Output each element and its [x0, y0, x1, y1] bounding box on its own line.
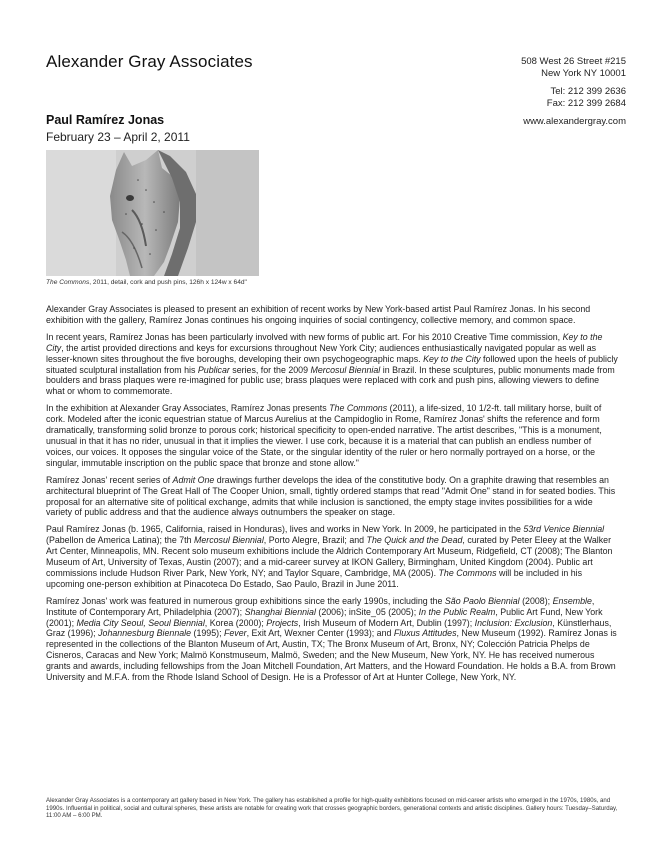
press-release-body: [46, 304, 618, 689]
italic-title: Publicar: [197, 364, 230, 375]
italic-title: Mercosul Biennial: [310, 364, 381, 375]
text-run: drawings further develops the idea of the constitutive body. On a graphite drawing that resembles an architectural blueprint of The Great Hall of The Cooper Union, small, tightly ordered stamps that read "Admit One" stand in for seated bodies. This proposal for an alternative site of political exchange, admits that while inclusion is sanctioned, the empty stage invites possibilities for a wide variety of public address and that the audience always outnumbers the speaker on stage.: [46, 474, 616, 518]
italic-title: Fluxus Attitudes: [393, 628, 457, 639]
text-run: , the artist provided directions and keys for excursions throughout New York City; audiences enthusiastically navigated popular as well as lesser-known sites throughout the five boroughs, developing their own psychogeographic maps.: [46, 342, 597, 364]
horse-head-image: [46, 150, 259, 276]
text-run: , Public Art Fund, New York (2001);: [46, 606, 603, 628]
italic-title: Media City Seoul, Seoul Biennial: [76, 617, 205, 628]
gallery-description-footer: Alexander Gray Associates is a contemporary art gallery based in New York. The gallery has established a profile for high-quality exhibitions focused on mid-career artists who emerged in the 1970s, 1980s, and 1990s. Influential in political, social and cultural spheres, these artists are notable for creating work that crosses geographic borders, generational contexts and artistic disciplines. Gallery hours: Tuesday–Saturday, 11:00 AM – 6:00 PM.: [46, 797, 618, 820]
artist-name: Paul Ramírez Jonas: [46, 113, 165, 127]
italic-title: Key to the City: [46, 331, 603, 353]
italic-title: Ensemble: [552, 595, 592, 606]
fax: Fax: 212 399 2684: [546, 97, 626, 109]
caption-details: , 2011, detail, cork and push pins, 126h x 124w x 64d": [89, 279, 247, 286]
italic-title: Key to the City: [423, 353, 481, 364]
body-paragraph: [46, 524, 618, 589]
italic-title: Mercosul Biennial: [193, 535, 264, 546]
text-run: (2011), a life-sized, 10 1/2-ft. tall military horse, built of cork. Modeled after the iconic equestrian statue of Marcus Aurelius at the Campidoglio in Rome, Ramírez Jonas' shifts the reference and form dramatically, transforming solid bronze to porous cork; historical specificity to open-ended narrative. The artist describes, "This is a monument, unusual in that it has no rider, unusual in that it implies the viewer. I use cork, because it is a material that can publish an endless number of voices, our voices. It opposes the singular voice of the State, or the singular identity of the ruler or hero normally portrayed on a horse, or the singular, immutable inscription on the public space that bronze and stone allow.": [46, 403, 602, 468]
body-paragraph: [46, 332, 618, 397]
address-line-2: New York NY 10001: [541, 67, 626, 79]
italic-title: Inclusion: Exclusion: [474, 617, 553, 628]
caption-title: The Commons: [46, 279, 90, 286]
text-run: , Exit Art, Wexner Center (1993); and: [246, 628, 394, 639]
body-paragraph: [46, 403, 618, 468]
text-run: Ramírez Jonas' work was featured in numerous group exhibitions since the early 1990s, including the: [46, 595, 445, 606]
text-run: , Irish Museum of Modern Art, Dublin (1997);: [298, 617, 475, 628]
text-run: In the exhibition at Alexander Gray Associates, Ramírez Jonas presents: [46, 403, 330, 414]
text-run: , Porto Alegre, Brazil; and: [263, 535, 367, 546]
italic-title: Projects: [266, 617, 299, 628]
italic-title: In the Public Realm: [418, 606, 496, 617]
italic-title: Shanghai Biennial: [244, 606, 316, 617]
text-run: Alexander Gray Associates is pleased to present an exhibition of recent works by New York-based artist Paul Ramírez Jonas. In his second exhibition with the gallery, Ramírez Jonas continues his ongoing inquiries of social contingency, collective memory, and common space.: [46, 304, 591, 325]
text-run: (1995);: [191, 628, 224, 639]
body-paragraph: [46, 475, 618, 519]
text-run: in Brazil. In these sculptures, public monuments made from boulders and brass plaques were re-imagined for public use; brass plaques were replaced with cork and push pins, allowing viewers to define what or whom to commemorate.: [46, 364, 615, 397]
text-run: will be included in his upcoming one-person exhibition at Pinacoteca Do Estado, Sao Paulo, Brazil in June 2011.: [46, 567, 583, 589]
website-link[interactable]: www.alexandergray.com: [523, 116, 626, 127]
text-run: , Künstlerhaus, Graz (1996);: [46, 617, 612, 639]
text-run: (Pabellon de America Latina); the 7th: [46, 535, 194, 546]
italic-title: São Paolo Biennial: [444, 595, 520, 606]
artwork-caption: [46, 279, 247, 286]
body-paragraph: [46, 596, 618, 683]
italic-title: Fever: [223, 628, 247, 639]
text-run: , curated by Peter Eleey at the Walker Art Center, Minneapolis, MN. Recent solo museum exhibitions include the Aldrich Contemporary Art Museum, Ridgefield, CT (2008); The Blanton Museum of Art, University of Texas, Austin (2007); and a mid-career survey at IKON Gallery, Birmingham, United Kingdom (2004). Public art commissions include Hudson River Park, New York, NY; and Taylor Square, Cambridge, MA (2005).: [46, 535, 613, 578]
text-run: Paul Ramírez Jonas (b. 1965, California, raised in Honduras), lives and works in New York. In 2009, he participated in the: [46, 524, 524, 535]
italic-title: The Commons: [329, 403, 388, 414]
text-run: (2008);: [519, 595, 553, 606]
telephone: Tel: 212 399 2636: [550, 86, 626, 97]
body-paragraph: [46, 304, 618, 326]
exhibition-dates: February 23 – April 2, 2011: [46, 130, 190, 144]
text-run: In recent years, Ramírez Jonas has been particularly involved with new forms of public art. For his 2010 Creative Time commission,: [46, 331, 563, 342]
gallery-name: Alexander Gray Associates: [46, 52, 253, 71]
italic-title: The Commons: [438, 567, 497, 578]
text-run: , Institute of Contemporary Art, Philadelphia (2007);: [46, 595, 595, 617]
text-run: Ramírez Jonas' recent series of: [46, 474, 173, 485]
gallery-contact-block: [521, 56, 626, 128]
address-line-1: 508 West 26 Street #215: [521, 56, 626, 67]
artwork-photo: [46, 150, 259, 276]
italic-title: The Quick and the Dead: [366, 535, 463, 546]
text-run: , New Museum (1992). Ramírez Jonas is represented in the collections of the Blanton Museum of Art, Austin, TX; The Bronx Museum of Art, Bronx, NY; Colección Patricia Phelps de Cisneros, Caracas and New York; Malmö Konstmuseum, Malmö, Sweden; and the New Museum, New York, NY. He has received numerous grants and awards, including fellowships from the Joan Mitchell Foundation, Art Matters, and the Howard Foundation. He holds a B.A. from Brown University and M.F.A. from the Rhode Island School of Design. He is a Professor of Art at Hunter College, New York, NY.: [46, 628, 617, 683]
text-run: series, for the 2009: [229, 364, 311, 375]
italic-title: Johannesburg Biennale: [98, 628, 192, 639]
text-run: , Korea (2000);: [204, 617, 267, 628]
text-run: (2006); inSite_05 (2005);: [315, 606, 419, 617]
italic-title: 53rd Venice Biennial: [523, 524, 605, 535]
italic-title: Admit One: [172, 474, 215, 485]
text-run: followed upon the heels of publicly situated sculptural installation from his: [46, 353, 618, 375]
